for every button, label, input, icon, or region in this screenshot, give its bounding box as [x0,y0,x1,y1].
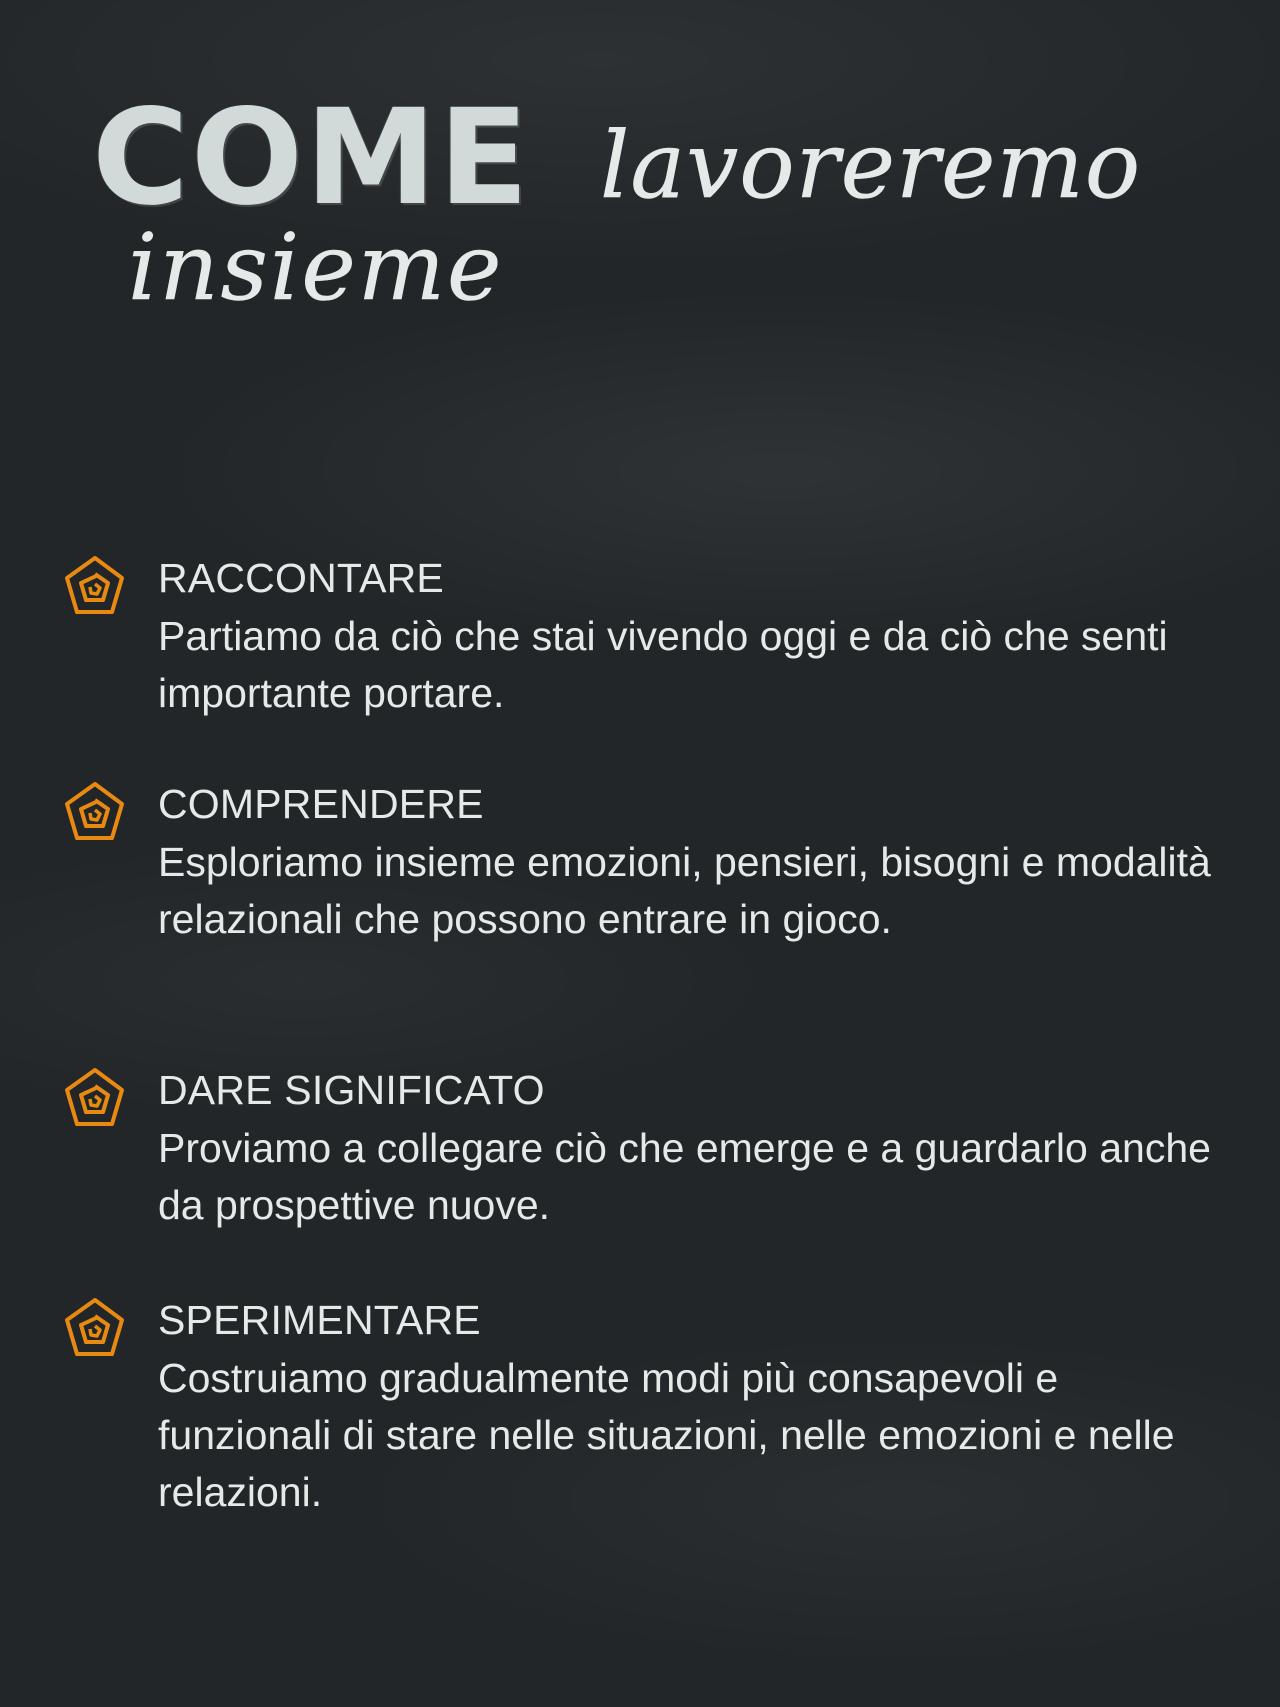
step-description: Proviamo a collegare ciò che emerge e a guardarlo anche da prospettive nuove. [158,1125,1211,1228]
spiral-pentagon-icon [60,1294,130,1364]
step-title: SPERIMENTARE [158,1297,481,1343]
step-title: DARE SIGNIFICATO [158,1067,545,1113]
title-come: COME [92,81,531,235]
step-description: Esploriamo insieme emozioni, pensieri, bisogni e modalità relazionali che possono entrare in gioco. [158,839,1211,942]
page-title [0,0,1280,340]
spiral-pentagon-icon [60,778,130,848]
spiral-pentagon-icon [60,552,130,622]
step-text [158,1064,1218,1234]
step-title: RACCONTARE [158,555,444,601]
title-lavoreremo: lavoreremo [600,112,1142,219]
step-description: Costruiamo gradualmente modi più consapevoli e funzionali di stare nelle situazioni, nelle emozioni e nelle relazioni. [158,1355,1175,1515]
title-insieme: insieme [128,214,504,321]
step-description: Partiamo da ciò che stai vivendo oggi e da ciò che senti importante portare. [158,613,1168,716]
spiral-pentagon-icon [60,1064,130,1134]
step-title: COMPRENDERE [158,781,484,827]
step-text [158,1294,1218,1521]
step-text [158,552,1218,722]
step-text [158,778,1218,948]
